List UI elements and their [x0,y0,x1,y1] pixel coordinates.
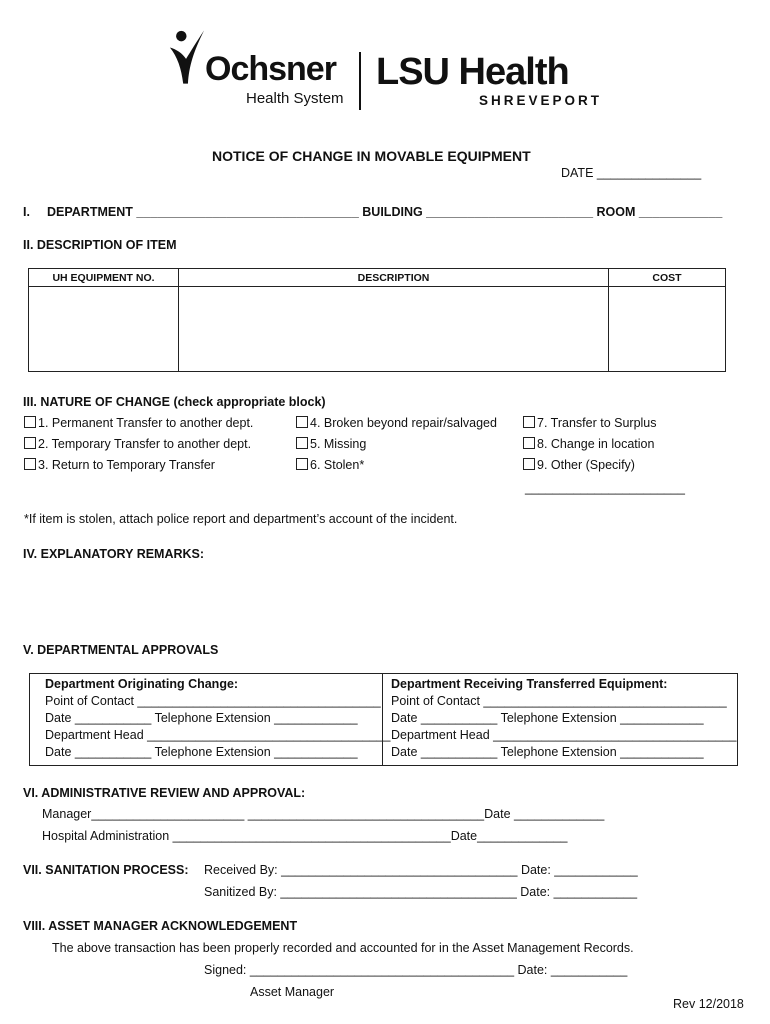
originating-date-phone[interactable]: Date ___________ Telephone Extension ____________ [45,711,358,725]
checkbox[interactable] [523,416,535,428]
option-9[interactable]: 9. Other (Specify) [523,458,635,472]
section-8-label: VIII. ASSET MANAGER ACKNOWLEDGEMENT [23,919,298,933]
originating-dept-box [29,673,391,766]
section-1-number: I. [23,205,30,219]
revision-label: Rev 12/2018 [673,997,744,1011]
received-by-line[interactable]: Received By: __________________________________ Date: ____________ [204,863,638,877]
manager-line[interactable]: Manager______________________ __________________________________Date _____________ [42,807,605,821]
asset-manager-label: Asset Manager [250,985,335,999]
lsu-subtitle: SHREVEPORT [479,93,603,108]
option-6[interactable]: 6. Stolen* [296,458,364,472]
cost-cell[interactable] [609,287,726,372]
date-field[interactable]: DATE _______________ [561,166,702,180]
section-7-label: VII. SANITATION PROCESS: [23,863,189,877]
ochsner-figure-icon [168,26,206,88]
col-cost: COST [609,269,726,287]
option-1[interactable]: 1. Permanent Transfer to another dept. [24,416,253,430]
option-8[interactable]: 8. Change in location [523,437,654,451]
signed-line[interactable]: Signed: ______________________________________ Date: ___________ [204,963,628,977]
ochsner-wordmark: Ochsner [205,50,336,88]
checkbox[interactable] [296,437,308,449]
receiving-heading: Department Receiving Transferred Equipment: [391,677,668,691]
item-table [28,268,726,372]
receiving-contact[interactable]: Point of Contact ___________________________________ [391,694,727,708]
section-3-label: III. NATURE OF CHANGE (check appropriate block) [23,395,326,409]
checkbox[interactable] [24,458,36,470]
stolen-note: *If item is stolen, attach police report and department’s account of the incident. [24,512,458,526]
option-7[interactable]: 7. Transfer to Surplus [523,416,657,430]
department-building-room-line[interactable]: DEPARTMENT ________________________________ BUILDING ________________________ ROOM ____________ [47,205,723,219]
checkbox[interactable] [523,437,535,449]
receiving-head-date-phone[interactable]: Date ___________ Telephone Extension ____________ [391,745,704,759]
originating-contact[interactable]: Point of Contact ___________________________________ [45,694,381,708]
checkbox[interactable] [296,416,308,428]
receiving-date-phone[interactable]: Date ___________ Telephone Extension ____________ [391,711,704,725]
checkbox[interactable] [523,458,535,470]
hospital-admin-line[interactable]: Hospital Administration ________________________________________Date_____________ [42,829,568,843]
other-specify-line[interactable]: _______________________ [525,481,685,495]
receiving-head[interactable]: Department Head ___________________________________ [391,728,737,742]
col-description: DESCRIPTION [179,269,609,287]
section-4-label: IV. EXPLANATORY REMARKS: [23,547,205,561]
option-4[interactable]: 4. Broken beyond repair/salvaged [296,416,497,430]
checkbox[interactable] [24,437,36,449]
checkbox[interactable] [24,416,36,428]
acknowledgement-statement: The above transaction has been properly recorded and accounted for in the Asset Management Records. [52,941,634,955]
form-title: NOTICE OF CHANGE IN MOVABLE EQUIPMENT [212,148,531,164]
remarks-area[interactable] [23,566,723,636]
sanitized-by-line[interactable]: Sanitized By: __________________________________ Date: ____________ [204,885,638,899]
option-2[interactable]: 2. Temporary Transfer to another dept. [24,437,251,451]
checkbox[interactable] [296,458,308,470]
option-5[interactable]: 5. Missing [296,437,366,451]
col-equipment-no: UH EQUIPMENT NO. [29,269,179,287]
section-6-label: VI. ADMINISTRATIVE REVIEW AND APPROVAL: [23,786,306,800]
originating-heading: Department Originating Change: [45,677,239,691]
receiving-dept-box [382,673,738,766]
lsu-wordmark: LSU Health [376,51,569,93]
section-2-label: II. DESCRIPTION OF ITEM [23,238,177,252]
option-3[interactable]: 3. Return to Temporary Transfer [24,458,215,472]
description-cell[interactable] [179,287,609,372]
originating-head-date-phone[interactable]: Date ___________ Telephone Extension ____________ [45,745,358,759]
ochsner-subtitle: Health System [246,90,344,107]
section-5-label: V. DEPARTMENTAL APPROVALS [23,643,219,657]
originating-head[interactable]: Department Head ___________________________________ [45,728,391,742]
logo-divider [359,52,361,110]
equipment-no-cell[interactable] [29,287,179,372]
